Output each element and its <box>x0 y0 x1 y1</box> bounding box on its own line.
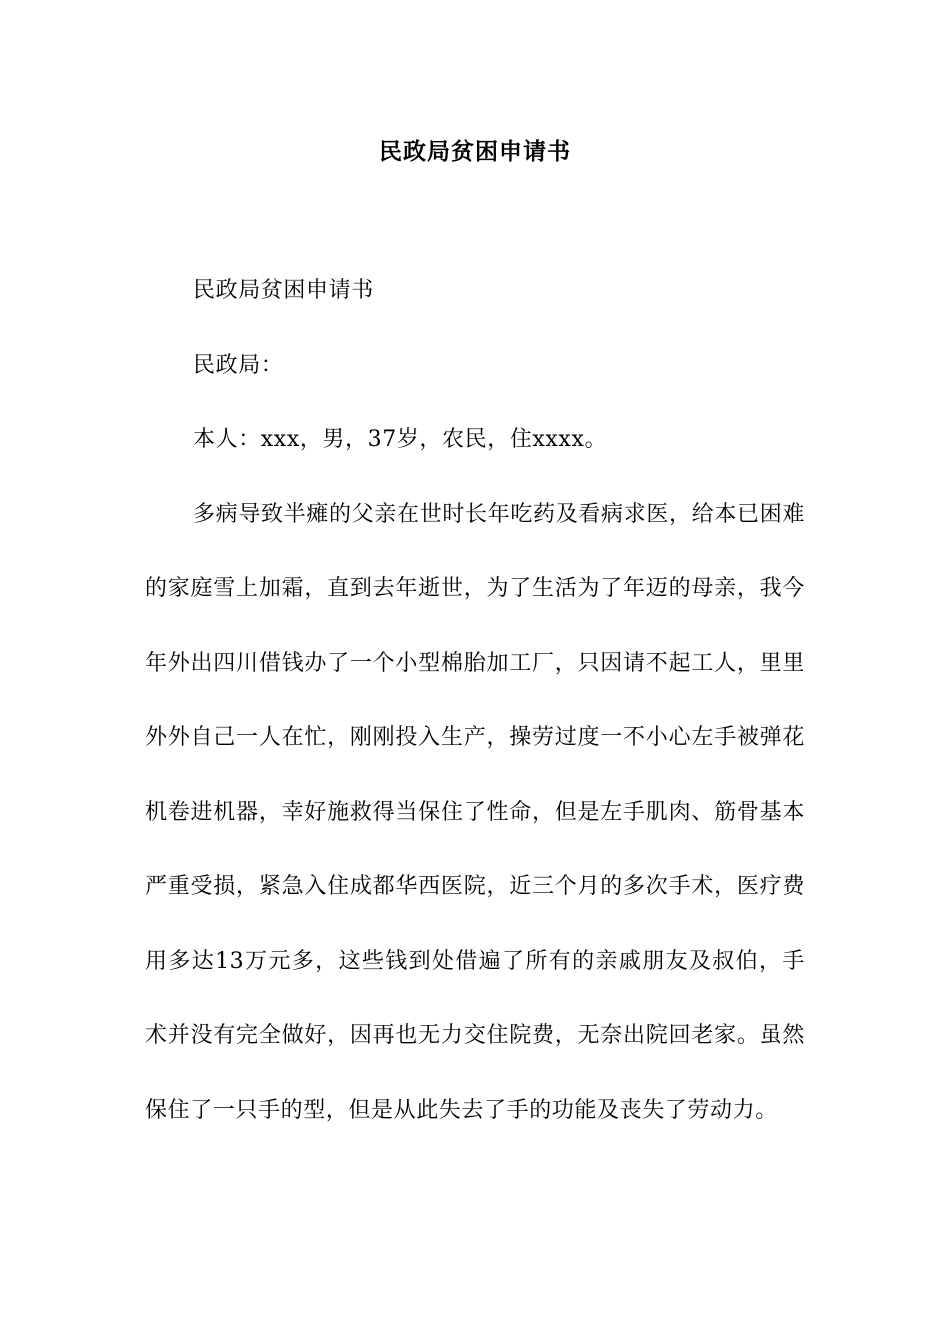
document-title: 民政局贫困申请书 <box>379 138 571 165</box>
applicant-info-paragraph: 本人：xxx，男，37岁，农民，住xxxx。 <box>193 427 608 452</box>
body-heading-paragraph: 民政局贫困申请书 <box>193 278 374 303</box>
salutation-paragraph: 民政局： <box>193 352 284 378</box>
document-body <box>145 254 805 1148</box>
situation-paragraph: 多病导致半瘫的父亲在世时长年吃药及看病求医，给本已困难的家庭雪上加霜，直到去年逝世，为了生活为了年迈的母亲，我今年外出四川借钱办了一个小型棉胎加工厂，只因请不起工人，里里外外自己一人在忙，刚刚投入生产，操劳过度一不小心左手被弹花机卷进机器，幸好施救得当保住了性命，但是左手肌肉、筋骨基本严重受损，紧急入住成都华西医院，近三个月的多次手术，医疗费用多达13万元多，这些钱到处借遍了所有的亲戚朋友及叔伯，手术并没有完全做好，因再也无力交住院费，无奈出院回老家。虽然保住了一只手的型，但是从此失去了手的功能及丧失了劳动力。 <box>145 501 805 1123</box>
